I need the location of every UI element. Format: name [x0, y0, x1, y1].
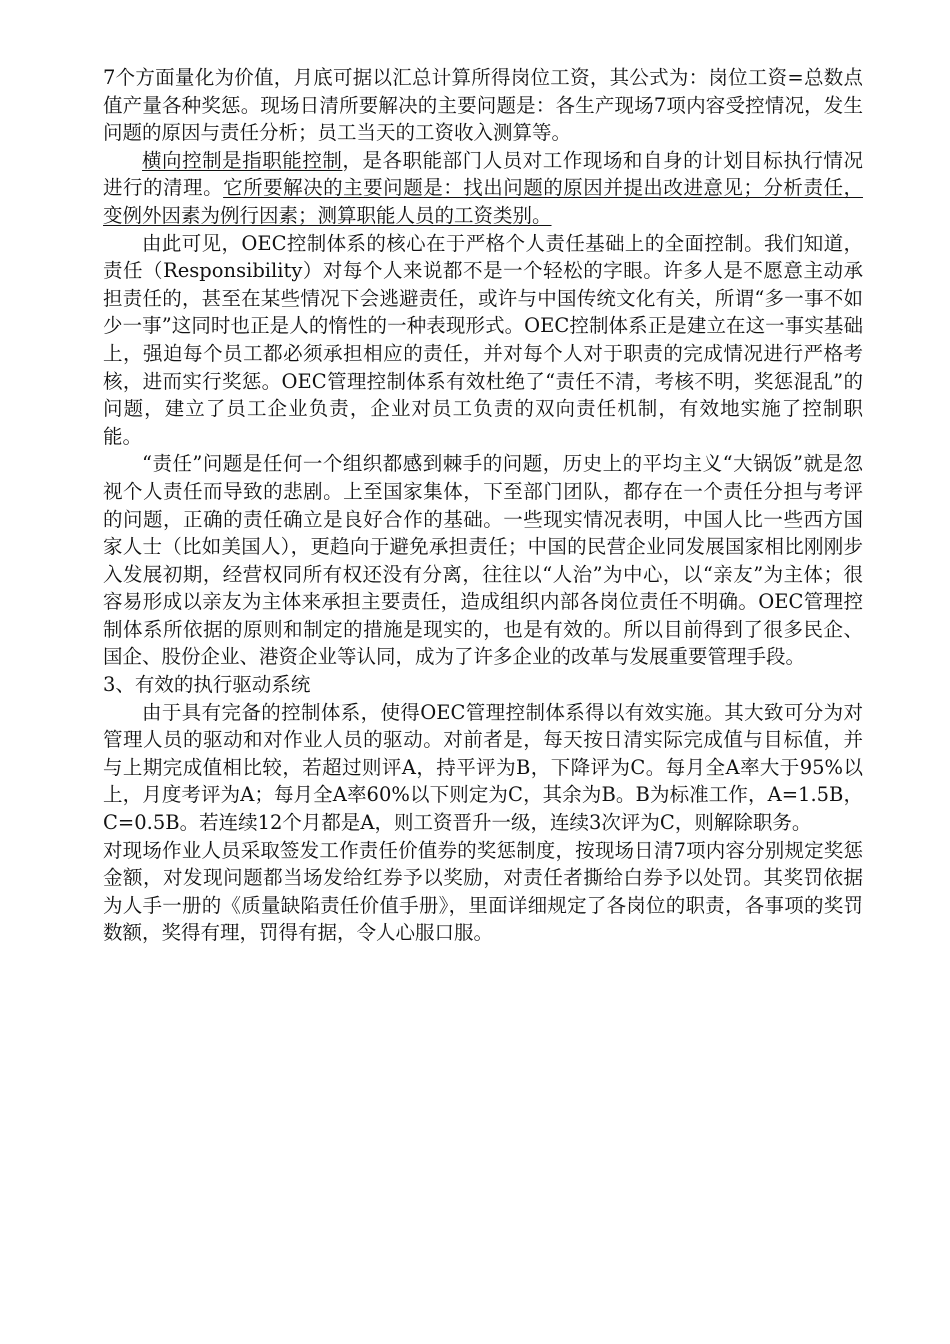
paragraph-responsibility-issue: “责任”问题是任何一个组织都感到棘手的问题，历史上的平均主义“大锅饭”就是忽视个人责任而导致的悲剧。上至国家集体，下至部门团队，都存在一个责任分担与考评的问题，正确的责任确立是良好合作的基础。一些现实情况表明，中国人比一些西方国家人士（比如美国人），更趋向于避免承担责任；中国的民营企业同发展国家相比刚刚步入发展初期，经营权同所有权还没有分离，往往以“人治”为中心，以“亲友”为主体；很容易形成以亲友为主体来承担主要责任，造成组织内部各岗位责任不明确。OEC管理控制体系所依据的原则和制定的措施是现实的，也是有效的。所以目前得到了很多民企、国企、股份企业、港资企业等认同，成为了许多企业的改革与发展重要管理手段。 — [103, 452, 863, 669]
paragraph-value-vouchers: 对现场作业人员采取签发工作责任价值券的奖惩制度，按现场日清7项内容分别规定奖惩金额，对发现问题都当场发给红券予以奖励，对责任者撕给白券予以处罚。其奖罚依据为人手一册的《质量缺陷责任价值手册》，里面详细规定了各岗位的职责，各事项的奖罚数额，奖得有理，罚得有据，令人心服口服。 — [103, 838, 863, 945]
underlined-problems: 它所要解决的主要问题是：找出问题的原因并提出改进意见；分析责任，变例外因素为例行因素；测算职能人员的工资类别。 — [103, 176, 863, 227]
paragraph-responsibility-core: 由此可见，OEC控制体系的核心在于严格个人责任基础上的全面控制。我们知道，责任（Responsibility）对每个人来说都不是一个轻松的字眼。许多人是不愿意主动承担责任的，甚至在某些情况下会逃避责任，或许与中国传统文化有关，所谓“多一事不如少一事”这同时也正是人的惰性的一种表现形式。OEC控制体系正是建立在这一事实基础上，强迫每个员工都必须承担相应的责任，并对每个人对于职责的完成情况进行严格考核，进而实行奖惩。OEC管理控制体系有效杜绝了“责任不清，考核不明，奖惩混乱”的问题，建立了员工企业负责，企业对员工负责的双向责任机制，有效地实施了控制职能。 — [103, 231, 863, 448]
paragraph-horizontal-control — [103, 147, 863, 230]
paragraph-wage-formula: 7个方面量化为价值，月底可据以汇总计算所得岗位工资，其公式为：岗位工资=总数点值产量各种奖惩。现场日清所要解决的主要问题是：各生产现场7项内容受控情况，发生问题的原因与责任分析；员工当天的工资收入测算等。 — [103, 66, 863, 145]
section-heading: 3、有效的执行驱动系统 — [103, 673, 311, 697]
document-page — [103, 64, 863, 947]
paragraph-driver-system: 由于具有完备的控制体系，使得OEC管理控制体系得以有效实施。其大致可分为对管理人员的驱动和对作业人员的驱动。对前者是，每天按日清实际完成值与目标值，并与上期完成值相比较，若超过则评A，持平评为B，下降评为C。每月全A率大于95%以上，月度考评为A；每月全A率60%以下则定为C，其余为B。B为标准工作，A=1.5B，C=0.5B。若连续12个月都是A，则工资晋升一级，连续3次评为C，则解除职务。 — [103, 700, 863, 835]
underlined-definition: 横向控制是指职能控制 — [142, 148, 343, 172]
paragraph-text: ，是各职能部门人员对工作现场和自身的计划目标执行情况进行的清理。 — [103, 148, 863, 200]
